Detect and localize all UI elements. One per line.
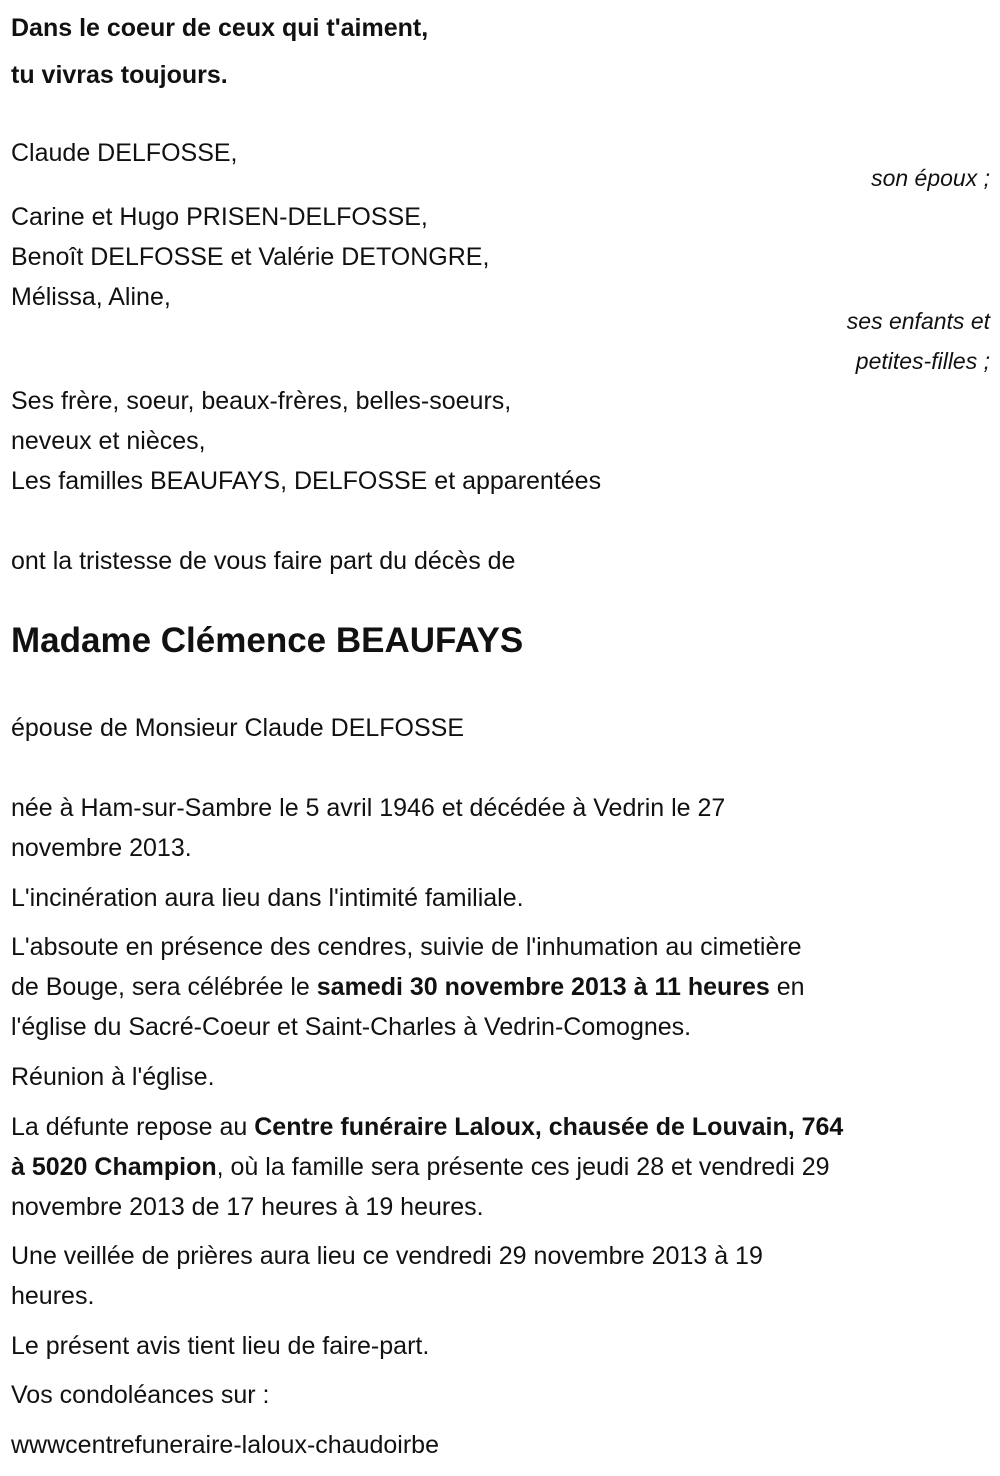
announcement: ont la tristesse de vous faire part du décès de: [11, 547, 516, 575]
epigraph-line-2: tu vivras toujours.: [11, 61, 228, 89]
condolences-site: wwwcentrefuneraire-laloux-chaudoirbe: [11, 1431, 439, 1459]
others-line-1: Ses frère, soeur, beaux-frères, belles-soeurs,: [11, 387, 512, 415]
children-line-2: Benoît DELFOSSE et Valérie DETONGRE,: [11, 243, 490, 271]
children-role-1: ses enfants et: [846, 308, 990, 334]
notice: Le présent avis tient lieu de faire-part.: [11, 1332, 430, 1360]
absoute-line-3: l'église du Sacré-Coeur et Saint-Charles à Vedrin-Comognes.: [11, 1013, 692, 1041]
deceased-name: Madame Clémence BEAUFAYS: [11, 621, 524, 660]
spouse-of: épouse de Monsieur Claude DELFOSSE: [11, 714, 465, 742]
birth-death-line-1: née à Ham-sur-Sambre le 5 avril 1946 et décédée à Vedrin le 27: [11, 794, 726, 822]
spouse-role: son époux ;: [871, 165, 990, 191]
funeral-home-address: Centre funéraire Laloux, chausée de Louvain, 764: [254, 1113, 844, 1141]
repose-line-2: [11, 1152, 830, 1182]
absoute-text-end: en: [769, 973, 805, 1001]
ceremony-date: samedi 30 novembre 2013 à 11 heures: [316, 973, 770, 1001]
repose-line-1: [11, 1112, 843, 1142]
vigil-line-1: Une veillée de prières aura lieu ce vendredi 29 novembre 2013 à 19: [11, 1242, 763, 1270]
vigil-line-2: heures.: [11, 1282, 95, 1310]
funeral-home-city: à 5020 Champion: [11, 1153, 217, 1181]
repose-text: La défunte repose au: [11, 1113, 255, 1141]
repose-line-3: novembre 2013 de 17 heures à 19 heures.: [11, 1193, 484, 1221]
others-line-2: neveux et nièces,: [11, 427, 206, 455]
children-role-2: petites-filles ;: [855, 348, 990, 374]
grandchildren: Mélissa, Aline,: [11, 283, 171, 311]
spouse-name: Claude DELFOSSE,: [11, 139, 238, 167]
absoute-text: de Bouge, sera célébrée le: [11, 973, 317, 1001]
absoute-line-1: L'absoute en présence des cendres, suivie de l'inhumation au cimetière: [11, 933, 802, 961]
cremation: L'incinération aura lieu dans l'intimité familiale.: [11, 884, 524, 912]
condolences-label: Vos condoléances sur :: [11, 1381, 270, 1409]
repose-text-end: , où la famille sera présente ces jeudi 28 et vendredi 29: [216, 1153, 830, 1181]
epigraph-line-1: Dans le coeur de ceux qui t'aiment,: [11, 14, 429, 42]
birth-death-line-2: novembre 2013.: [11, 834, 192, 862]
children-line-1: Carine et Hugo PRISEN-DELFOSSE,: [11, 203, 428, 231]
absoute-line-2: [11, 972, 805, 1002]
others-line-3: Les familles BEAUFAYS, DELFOSSE et apparentées: [11, 467, 602, 495]
reunion: Réunion à l'église.: [11, 1063, 215, 1091]
